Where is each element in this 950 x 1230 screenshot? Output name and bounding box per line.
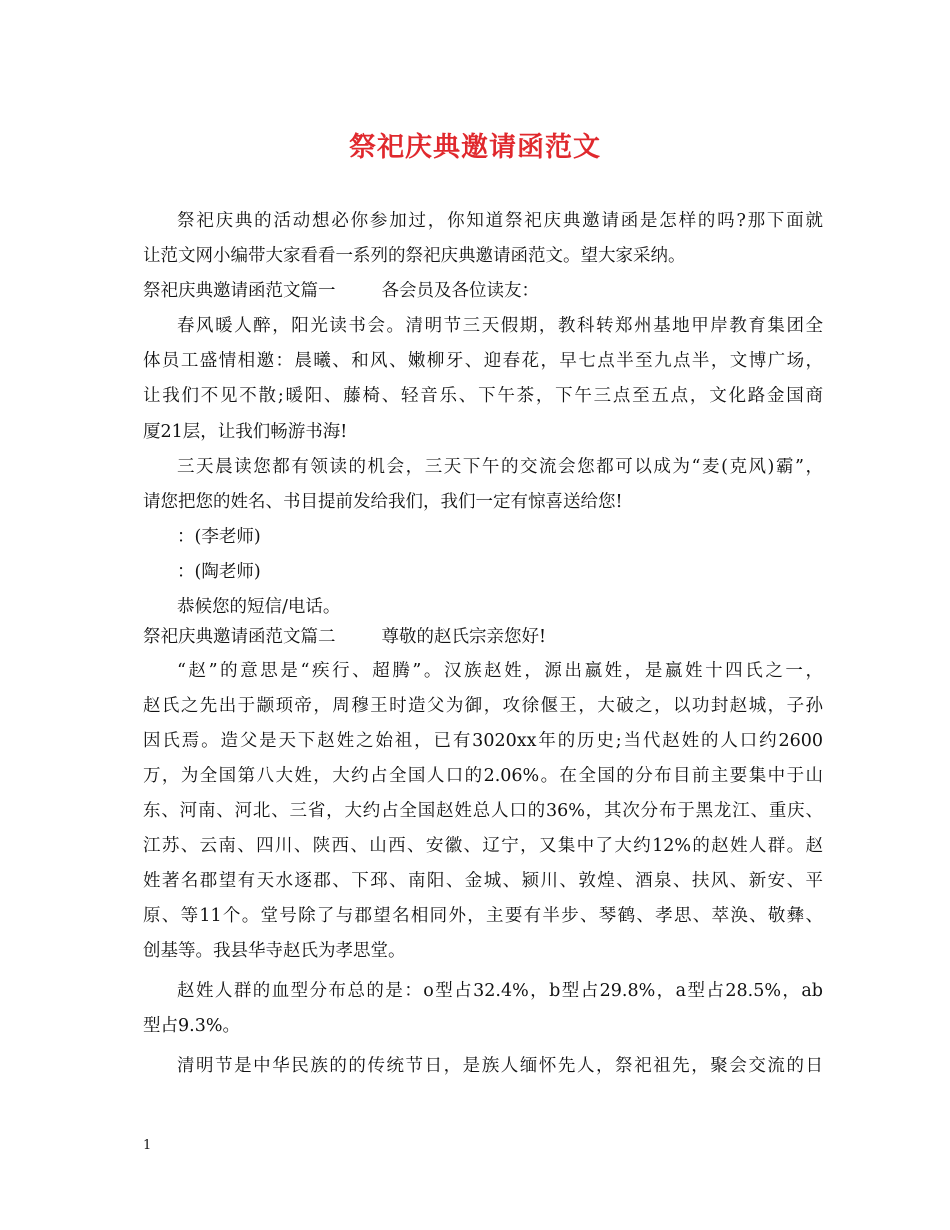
paragraph-line: 厦21层，让我们畅游书海! (143, 422, 348, 442)
contact-line: ：(陶老师) (177, 562, 261, 582)
intro-line: 让范文网小编带大家看看一系列的祭祀庆典邀请函范文。望大家采纳。 (143, 246, 686, 266)
page-title: 祭祀庆典邀请函范文 (349, 132, 601, 163)
paragraph-line: 春风暖人醉，阳光读书会。清明节三天假期，教科转郑州基地甲岸教育集团全 (177, 316, 823, 336)
section1-heading: 祭祀庆典邀请函范文篇一 (143, 281, 336, 301)
paragraph-line: 原、等11个。堂号除了与郡望名相同外，主要有半步、琴鹤、孝思、萃涣、敬彝、 (143, 906, 823, 926)
paragraph-line: 请您把您的姓名、书目提前发给我们，我们一定有惊喜送给您! (143, 492, 623, 512)
paragraph-line: 赵氏之先出于颛顼帝，周穆王时造父为御，攻徐偃王，大破之，以功封赵城，子孙 (143, 696, 823, 716)
closing-line: 恭候您的短信/电话。 (177, 597, 341, 617)
paragraph-line: 清明节是中华民族的的传统节日，是族人缅怀先人，祭祀祖先，聚会交流的日 (177, 1056, 823, 1076)
paragraph-line: 江苏、云南、四川、陕西、山西、安徽、辽宁，又集中了大约12%的赵姓人群。赵 (143, 836, 823, 856)
section1-salutation: 各会员及各位读友： (381, 281, 539, 301)
paragraph-line: 赵姓人群的血型分布总的是：o型占32.4%，b型占29.8%，a型占28.5%，ab (177, 981, 823, 1001)
contact-line: ：(李老师) (177, 527, 261, 547)
paragraph-line: “赵”的意思是“疾行、超腾”。汉族赵姓，源出嬴姓，是嬴姓十四氏之一， (177, 661, 823, 681)
section2-salutation: 尊敬的赵氏宗亲您好! (381, 627, 547, 647)
paragraph-line: 型占9.3%。 (143, 1016, 240, 1036)
intro-line: 祭祀庆典的活动想必你参加过，你知道祭祀庆典邀请函是怎样的吗?那下面就 (177, 211, 823, 231)
section2-heading-row (143, 623, 823, 651)
paragraph-line: 创基等。我县华寺赵氏为孝思堂。 (143, 941, 406, 961)
paragraph-line: 体员工盛情相邀：晨曦、和风、嫩柳牙、迎春花，早七点半至九点半，文博广场， (143, 351, 823, 371)
paragraph-line: 东、河南、河北、三省，大约占全国赵姓总人口的36%，其次分布于黑龙江、重庆、 (143, 801, 823, 821)
page-number: 1 (143, 1138, 152, 1153)
paragraph-line: 因氏焉。造父是天下赵姓之始祖，已有3020xx年的历史;当代赵姓的人口约2600 (143, 731, 823, 751)
paragraph-line: 三天晨读您都有领读的机会，三天下午的交流会您都可以成为“麦(克风)霸”， (177, 457, 823, 477)
section2-heading: 祭祀庆典邀请函范文篇二 (143, 627, 336, 647)
paragraph-line: 万，为全国第八大姓，大约占全国人口的2.06%。在全国的分布目前主要集中于山 (143, 766, 823, 786)
paragraph-line: 让我们不见不散;暖阳、藤椅、轻音乐、下午茶，下午三点至五点，文化路金国商 (143, 386, 823, 406)
section1-heading-row (143, 277, 823, 305)
paragraph-line: 姓著名郡望有天水逐郡、下邳、南阳、金城、颍川、敦煌、酒泉、扶风、新安、平 (143, 871, 823, 891)
